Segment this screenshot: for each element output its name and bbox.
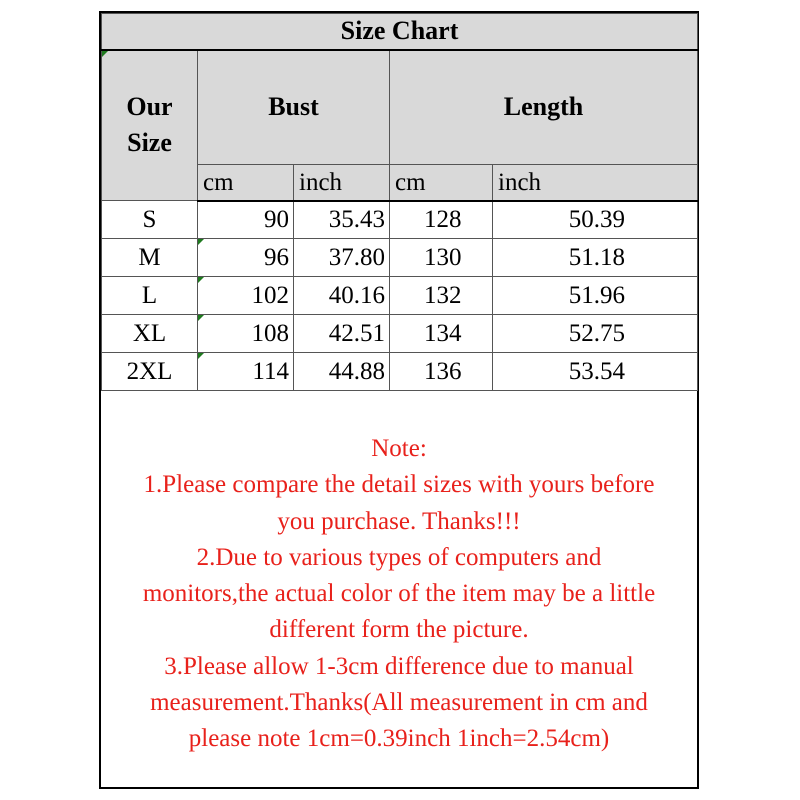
table-row bbox=[102, 239, 698, 277]
bust-inch-value: 37.80 bbox=[294, 239, 390, 277]
size-label: 2XL bbox=[102, 353, 198, 391]
note-line: 3.Please allow 1-3cm difference due to manual bbox=[164, 652, 634, 680]
our-size-header bbox=[102, 50, 198, 201]
length-cm-value: 132 bbox=[390, 277, 493, 315]
bust-cm-text: 114 bbox=[252, 358, 289, 385]
size-label: S bbox=[102, 201, 198, 239]
length-cm-value: 134 bbox=[390, 315, 493, 353]
note-line: monitors,the actual color of the item may be a little bbox=[142, 580, 656, 608]
note-heading: Note: bbox=[371, 435, 427, 462]
length-inch-value: 51.18 bbox=[493, 239, 698, 277]
cell-marker bbox=[102, 51, 108, 57]
bust-cm-text: 96 bbox=[264, 244, 289, 271]
table-row bbox=[102, 277, 698, 315]
size-table bbox=[101, 13, 698, 391]
table-row bbox=[102, 315, 698, 353]
note-line: different form the picture. bbox=[269, 616, 529, 644]
cell-marker bbox=[198, 315, 204, 321]
header-row bbox=[102, 50, 698, 165]
bust-cm-value bbox=[198, 277, 294, 315]
bust-inch-value: 42.51 bbox=[294, 315, 390, 353]
length-cm-unit: cm bbox=[390, 165, 493, 201]
bust-inch-value: 44.88 bbox=[294, 353, 390, 391]
bust-cm-value: 90 bbox=[198, 201, 294, 239]
bust-cm-value bbox=[198, 239, 294, 277]
table-row bbox=[102, 353, 698, 391]
title-row bbox=[102, 14, 698, 50]
size-label: M bbox=[102, 239, 198, 277]
note-line: 2.Due to various types of computers and bbox=[196, 543, 602, 571]
note-line: 1.Please compare the detail sizes with yours before bbox=[143, 471, 655, 499]
bust-cm-value bbox=[198, 353, 294, 391]
length-inch-value: 50.39 bbox=[493, 201, 698, 239]
size-label: XL bbox=[102, 315, 198, 353]
bust-header: Bust bbox=[198, 50, 390, 165]
bust-cm-text: 108 bbox=[251, 320, 289, 347]
bust-cm-value bbox=[198, 315, 294, 353]
cell-marker bbox=[198, 277, 204, 283]
table-row bbox=[102, 201, 698, 239]
length-header: Length bbox=[390, 50, 698, 165]
bust-cm-text: 102 bbox=[251, 282, 289, 309]
our-size-line1: Our bbox=[126, 92, 173, 122]
length-inch-value: 53.54 bbox=[493, 353, 698, 391]
note-line: measurement.Thanks(All measurement in cm and bbox=[150, 689, 648, 717]
cell-marker bbox=[198, 353, 204, 359]
length-cm-value: 130 bbox=[390, 239, 493, 277]
chart-title: Size Chart bbox=[102, 14, 698, 50]
length-cm-value: 136 bbox=[390, 353, 493, 391]
our-size-line2: Size bbox=[127, 128, 172, 158]
size-label: L bbox=[102, 277, 198, 315]
note-line: please note 1cm=0.39inch 1inch=2.54cm) bbox=[188, 725, 610, 753]
cell-marker bbox=[198, 239, 204, 245]
bust-inch-unit: inch bbox=[294, 165, 390, 201]
bust-inch-value: 35.43 bbox=[294, 201, 390, 239]
length-inch-unit: inch bbox=[493, 165, 698, 201]
bust-cm-unit: cm bbox=[198, 165, 294, 201]
bust-inch-value: 40.16 bbox=[294, 277, 390, 315]
note-block bbox=[101, 431, 697, 758]
length-inch-value: 52.75 bbox=[493, 315, 698, 353]
note-line: you purchase. Thanks!!! bbox=[277, 507, 521, 535]
length-inch-value: 51.96 bbox=[493, 277, 698, 315]
size-chart bbox=[99, 11, 699, 789]
length-cm-value: 128 bbox=[390, 201, 493, 239]
